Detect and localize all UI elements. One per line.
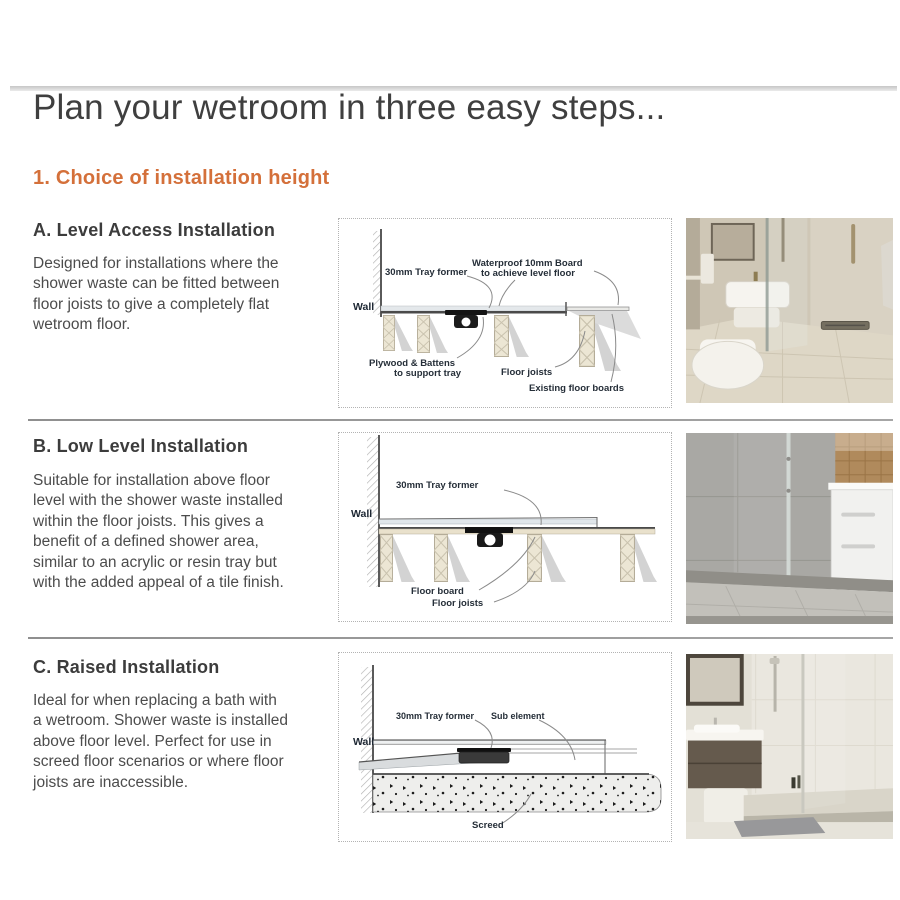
glass-screen-edge (801, 654, 804, 813)
floor-joists (380, 535, 635, 582)
label-wall: Wall (353, 301, 375, 313)
label-plywood-1: Plywood & Battens (369, 358, 456, 369)
joist-shadows (393, 536, 657, 582)
screed-layer (373, 774, 661, 812)
shower-rail (774, 656, 777, 712)
toilet (692, 341, 764, 389)
shower-waste-trap (465, 527, 513, 547)
label-floor-joists: Floor joists (432, 598, 484, 609)
label-waterproof-board-2: to achieve level floor (481, 268, 575, 279)
mirror (712, 224, 754, 260)
vanity-cabinet (688, 741, 762, 789)
shower-rail (782, 218, 785, 262)
mirror (688, 656, 742, 704)
section-divider-2 (28, 637, 893, 639)
vanity-top (828, 483, 893, 490)
diagram-raised (338, 652, 672, 842)
photo-raised-bathroom (686, 654, 893, 839)
photo-low-level-shower (686, 433, 893, 624)
section-b-heading: B. Low Level Installation (33, 436, 249, 456)
label-screed: Screed (472, 820, 504, 831)
shower-waste-trap (457, 748, 511, 763)
label-wall: Wall (351, 508, 373, 520)
label-wall: Wall (353, 736, 375, 748)
towel (701, 254, 714, 284)
step-1-heading: 1. Choice of installation height (33, 167, 330, 189)
grab-rail (851, 224, 855, 264)
label-tray-former: 30mm Tray former (396, 711, 475, 721)
label-tray-former: 30mm Tray former (396, 480, 479, 491)
label-existing-boards: Existing floor boards (529, 383, 625, 394)
label-waterproof-board-1: Waterproof 10mm Board (472, 258, 583, 269)
section-c-body: Ideal for when replacing a bath with a wetroom. Shower waste is installed above floor level. Perfect for use in screed floor scenarios or where floor joists are inaccessible. (33, 692, 289, 791)
shower-waste-trap (445, 310, 487, 328)
label-sub-element: Sub element (491, 711, 545, 721)
label-tray-former: 30mm Tray former (385, 267, 468, 278)
floor-buildup (379, 517, 655, 534)
section-c-heading: C. Raised Installation (33, 657, 220, 677)
label-floor-board: Floor board (411, 586, 464, 597)
diagram-low-level (338, 432, 672, 622)
section-b-body: Suitable for installation above floor level with the shower waste installed within the floor joists. This gives a benefit of a defined shower area, similar to an acrylic or resin tray but with the added appeal of a tile finish. (33, 472, 284, 592)
section-a-heading: A. Level Access Installation (33, 220, 276, 240)
toiletry-bottles (791, 777, 795, 788)
label-plywood-2: to support tray (394, 368, 462, 379)
label-floor-joists: Floor joists (501, 367, 553, 378)
section-divider-1 (28, 419, 893, 421)
toilet (704, 788, 748, 824)
photo-level-access-bathroom (686, 218, 893, 403)
glass-screen-edge (766, 218, 769, 351)
page-title: Plan your wetroom in three easy steps... (33, 88, 666, 127)
diagram-level-access (338, 218, 672, 408)
section-a-body: Designed for installations where the shower waste can be fitted between floor joists to give a completely flat wetroom floor. (33, 255, 280, 334)
